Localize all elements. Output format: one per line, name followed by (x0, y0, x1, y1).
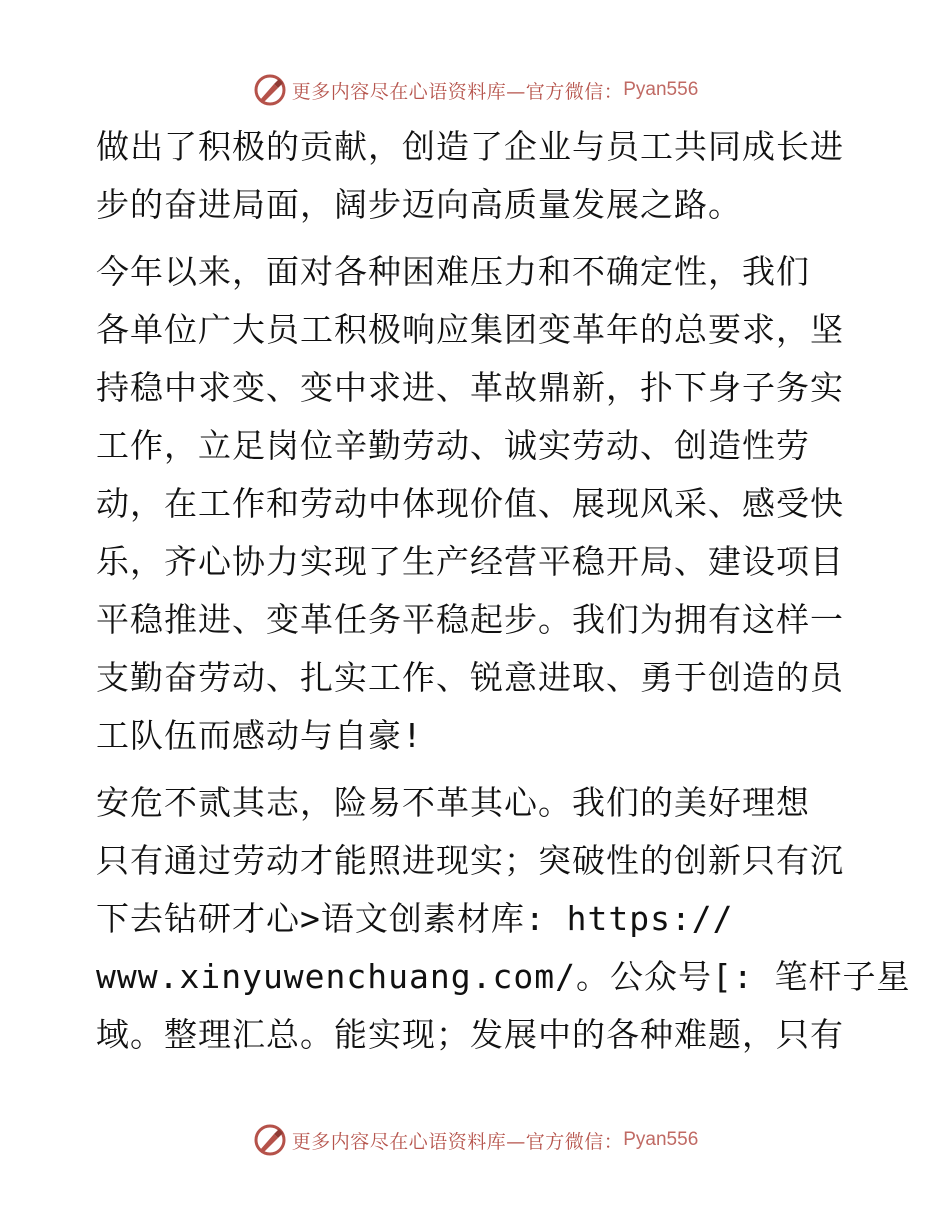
watermark-wechat-id: Pyan556 (623, 79, 699, 100)
watermark-text: 更多内容尽在心语资料库—官方微信： (291, 1130, 624, 1153)
pen-logo-icon (252, 72, 288, 108)
header-watermark (0, 70, 950, 110)
paragraph-3 (96, 774, 911, 1064)
text-line: www.xinyuwenchuang.com/。公众号[: 笔杆子星 (96, 957, 911, 996)
paragraph-1 (96, 118, 856, 234)
document-body (96, 118, 911, 1064)
text-line: 步的奋进局面，阔步迈向高质量发展之路。 (96, 185, 742, 224)
text-line: 工队伍而感动与自豪! (96, 716, 423, 755)
watermark-wechat-id: Pyan556 (623, 1129, 699, 1150)
text-line: 支勤奋劳动、扎实工作、锐意进取、勇于创造的员 (96, 658, 844, 697)
text-line: 持稳中求变、变中求进、革故鼎新，扑下身子务实 (96, 368, 844, 407)
text-line: 乐，齐心协力实现了生产经营平稳开局、建设项目 (96, 542, 844, 581)
text-line: 各单位广大员工积极响应集团变革年的总要求，坚 (96, 310, 844, 349)
text-line: 下去钻研才心>语文创素材库: https:// (96, 899, 734, 938)
footer-watermark (0, 1120, 950, 1160)
text-line: 只有通过劳动才能照进现实；突破性的创新只有沉 (96, 841, 844, 880)
pen-logo-icon (252, 1122, 288, 1158)
text-line: 今年以来，面对各种困难压力和不确定性，我们 (96, 252, 810, 291)
text-line: 工作，立足岗位辛勤劳动、诚实劳动、创造性劳 (96, 426, 810, 465)
text-line: 平稳推进、变革任务平稳起步。我们为拥有这样一 (96, 600, 844, 639)
text-line: 域。整理汇总。能实现；发展中的各种难题，只有 (96, 1015, 844, 1054)
text-line: 安危不贰其志，险易不革其心。我们的美好理想 (96, 783, 810, 822)
text-line: 动，在工作和劳动中体现价值、展现风采、感受快 (96, 484, 844, 523)
paragraph-2 (96, 243, 856, 765)
text-line: 做出了积极的贡献，创造了企业与员工共同成长进 (96, 127, 844, 166)
watermark-text: 更多内容尽在心语资料库—官方微信： (291, 80, 624, 103)
